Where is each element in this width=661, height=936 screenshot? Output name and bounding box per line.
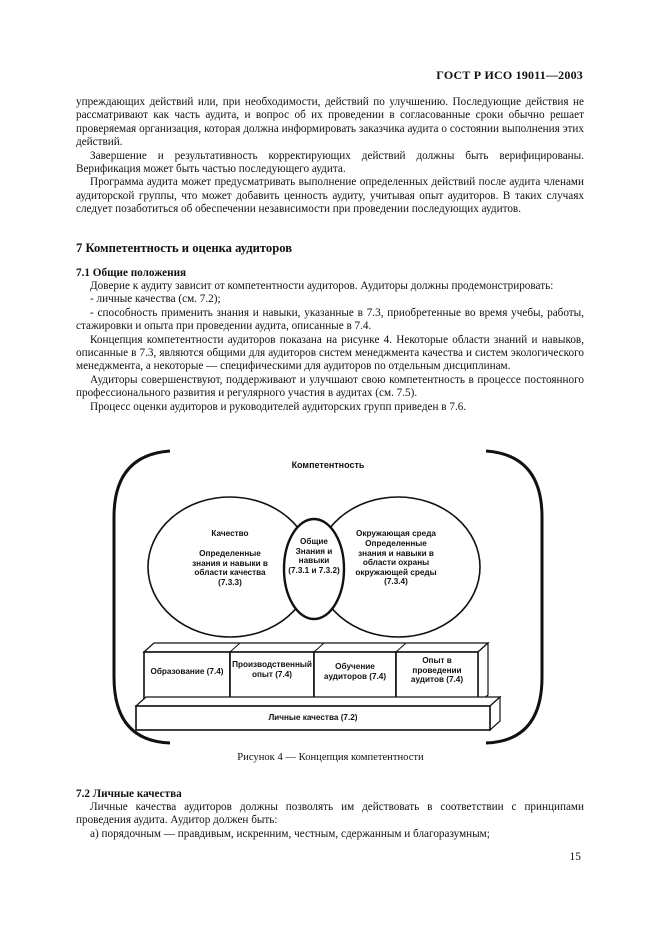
page-number: 15 xyxy=(569,851,581,863)
common-knowledge-text: Общие Знания и навыки (7.3.1 и 7.3.2) xyxy=(288,537,340,575)
quality-heading: Качество xyxy=(211,529,249,538)
paragraph: Программа аудита может предусматривать выполнение определенных действий после аудита членами аудиторской группы, что может добавить ценность аудиту, учитывая опыт аудиторов. В таких случаях следует позаботиться об обеспечении независимости при проведении последующих аудитов. xyxy=(76,176,584,216)
work-experience-label: Производственный опыт (7.4) xyxy=(232,660,312,679)
section-7-heading: 7 Компетентность и оценка аудиторов xyxy=(76,241,292,255)
subsection-7-1-heading: 7.1 Общие положения xyxy=(76,267,187,279)
list-item: а) порядочным — правдивым, искренним, честным, сдержанным и благоразумным; xyxy=(90,827,490,840)
standard-header: ГОСТ Р ИСО 19011—2003 xyxy=(436,68,583,82)
paragraph: Процесс оценки аудиторов и руководителей аудиторских групп приведен в 7.6. xyxy=(90,400,467,413)
paragraph: Аудиторы совершенствуют, поддерживают и улучшают свою компетентность в процессе постоянного профессионального развития и регулярного участия в аудитах (см. 7.5). xyxy=(76,373,584,400)
paragraph: Завершение и результативность корректирующих действий должны быть верифицированы. Верификация может быть частью последующего аудита. xyxy=(76,149,584,176)
paragraph: Личные качества аудиторов должны позволять им действовать в соответствии с принципами проведения аудита. Аудитор должен быть: xyxy=(76,801,584,827)
environment-body: Определенные знания и навыки в области охраны окружающей среды (7.3.4) xyxy=(355,539,437,587)
paragraph: упреждающих действий или, при необходимости, действий по улучшению. Последующие действия не рассматривают как часть аудита, и вопрос об их проведении в согласованные сроки обычно решает проверяемая организация, которая должна информировать заказчика аудита о состоянии выполнения этих действий. xyxy=(76,96,584,149)
diagram-title: Компетентность xyxy=(291,460,365,470)
environment-heading: Окружающая среда xyxy=(356,529,436,538)
subsection-7-2-heading: 7.2 Личные качества xyxy=(76,788,182,800)
paragraph: Доверие к аудиту зависит от компетентности аудиторов. Аудиторы должны продемонстрировать: xyxy=(90,280,554,292)
audit-experience-label: Опыт в проведении аудитов (7.4) xyxy=(410,656,464,685)
text-block-1 xyxy=(76,96,584,217)
list-item: - способность применить знания и навыки, указанные в 7.3, приобретенные во время учебы, работы, стажировки и опыта при проведении аудита, описанные в 7.4. xyxy=(76,306,584,333)
competence-diagram xyxy=(108,447,548,747)
paragraph: Концепция компетентности аудиторов показана на рисунке 4. Некоторые области знаний и навыков, описанные в 7.3, являются общими для аудиторов систем менеджмента качества и систем экологического менеджмента, а некоторые — специфическими для аудиторов по отдельным дисциплинам. xyxy=(76,333,584,373)
education-box xyxy=(144,652,230,704)
text-block-2 xyxy=(76,280,584,414)
auditor-training-label: Обучение аудиторов (7.4) xyxy=(323,662,387,681)
base-top-face xyxy=(136,697,500,706)
education-label: Образование (7.4) xyxy=(150,667,224,676)
diagram-drawing xyxy=(108,447,548,747)
text-block-3 xyxy=(76,801,584,841)
list-item: - личные качества (см. 7.2); xyxy=(90,293,221,306)
figure-caption: Рисунок 4 — Концепция компетентности xyxy=(237,752,424,763)
boxes-side-face xyxy=(478,643,488,703)
personal-attributes-label: Личные качества (7.2) xyxy=(268,713,358,722)
quality-body: Определенные знания и навыки в области качества (7.3.3) xyxy=(192,549,268,587)
